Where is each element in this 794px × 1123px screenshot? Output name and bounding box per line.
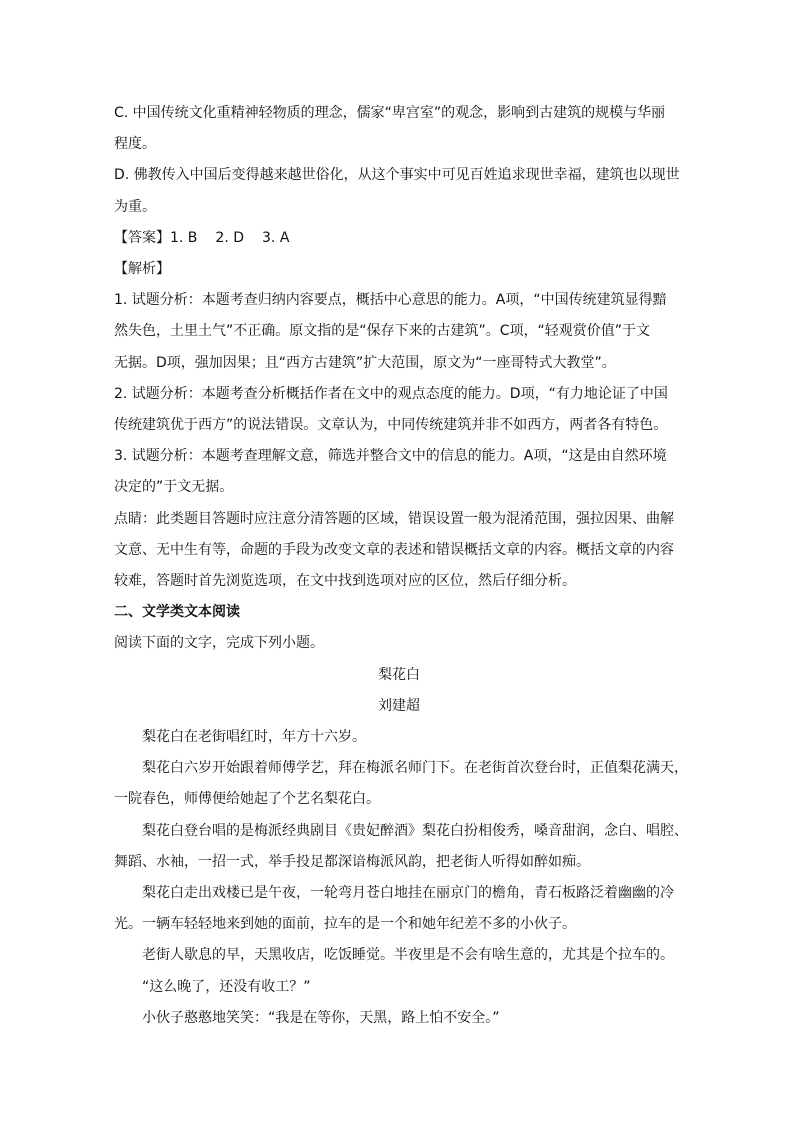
answer-item-1: 1. B bbox=[170, 229, 198, 246]
analysis-q1-line-2: 然失色，土里土气”不正确。原文指的是“保存下来的古建筑”。C项，“轻观赏价值”于文 bbox=[114, 323, 651, 340]
answer-item-2: 2. D bbox=[215, 229, 245, 246]
option-d-line-2: 为重。 bbox=[114, 198, 156, 215]
paragraph-6-line-1: “这么晚了，还没有收工？” bbox=[142, 978, 311, 995]
paragraph-4-line-2: 光。一辆车轻轻地来到她的面前，拉车的是一个和她年纪差不多的小伙子。 bbox=[114, 916, 576, 933]
tip-line-2: 文意、无中生有等，命题的手段为改变文章的表述和错误概括文章的内容。概括文章的内容 bbox=[114, 541, 674, 558]
answer-label: 【答案】 bbox=[114, 229, 170, 246]
analysis-q2-line-2: 传统建筑优于西方”的说法错误。文章认为，中同传统建筑并非不如西方，两者各有特色。 bbox=[114, 417, 668, 434]
option-c-line-1: C. 中国传统文化重精神轻物质的理念，儒家“卑宫室”的观念，影响到古建筑的规模与华丽 bbox=[114, 105, 666, 121]
paragraph-2-line-2: 一院春色，师傅便给她起了个艺名梨花白。 bbox=[114, 791, 380, 808]
document-page bbox=[114, 98, 688, 1034]
section-heading: 二、文学类文本阅读 bbox=[114, 604, 240, 621]
option-c-line-2: 程度。 bbox=[114, 136, 156, 153]
paragraph-3-line-2: 舞蹈、水袖，一招一式，举手投足都深谙梅派风韵，把老街人听得如醉如痴。 bbox=[114, 853, 590, 870]
tip-line-1: 点睛：此类题目答题时应注意分清答题的区域，错误设置一般为混淆范围，强拉因果、曲解 bbox=[114, 510, 674, 527]
paragraph-5-line-1: 老街人歇息的早，天黑收店，吃饭睡觉。半夜里是不会有啥生意的，尤其是个拉车的。 bbox=[142, 947, 674, 964]
paragraph-3-line-1: 梨花白登台唱的是梅派经典剧目《贵妃醉酒》梨花白扮相俊秀，嗓音甜润，念白、唱腔、 bbox=[142, 822, 688, 839]
option-d-line-1: D. 佛教传入中国后变得越来越世俗化，从这个事实中可见百姓追求现世幸福，建筑也以现世 bbox=[114, 167, 680, 184]
analysis-heading: 【解析】 bbox=[114, 261, 170, 278]
paragraph-4-line-1: 梨花白走出戏楼已是午夜，一轮弯月苍白地挂在丽京门的檐角，青石板路泛着幽幽的冷 bbox=[142, 885, 674, 902]
paragraph-1-line-1: 梨花白在老街唱红时，年方十六岁。 bbox=[142, 729, 366, 746]
tip-line-3: 较难，答题时首先浏览选项，在文中找到选项对应的区位，然后仔细分析。 bbox=[114, 573, 576, 590]
story-author: 刘建超 bbox=[378, 697, 420, 714]
analysis-q1-line-3: 无据。D项，强加因果；且“西方古建筑”扩大范围，原文为“一座哥特式大教堂”。 bbox=[114, 354, 616, 371]
answer-item-3: 3. A bbox=[262, 229, 290, 246]
analysis-q3-line-2: 决定的”于文无据。 bbox=[114, 479, 234, 496]
section-instruction: 阅读下面的文字，完成下列小题。 bbox=[114, 635, 324, 652]
analysis-q2-line-1: 2. 试题分析：本题考查分析概括作者在文中的观点态度的能力。D项，“有力地论证了中国 bbox=[114, 385, 668, 402]
analysis-q3-line-1: 3. 试题分析：本题考查理解文意，筛选并整合文中的信息的能力。A项，“这是由自然环境 bbox=[114, 448, 667, 465]
analysis-q1-line-1: 1. 试题分析：本题考查归纳内容要点，概括中心意思的能力。A项，“中国传统建筑显得黯 bbox=[114, 292, 667, 309]
story-title: 梨花白 bbox=[378, 666, 420, 683]
paragraph-7-line-1: 小伙子憨憨地笑笑：“我是在等你，天黑，路上怕不安全。” bbox=[142, 1009, 500, 1026]
paragraph-2-line-1: 梨花白六岁开始跟着师傅学艺，拜在梅派名师门下。在老街首次登台时，正值梨花满天， bbox=[142, 760, 688, 777]
answer-line bbox=[114, 223, 684, 254]
